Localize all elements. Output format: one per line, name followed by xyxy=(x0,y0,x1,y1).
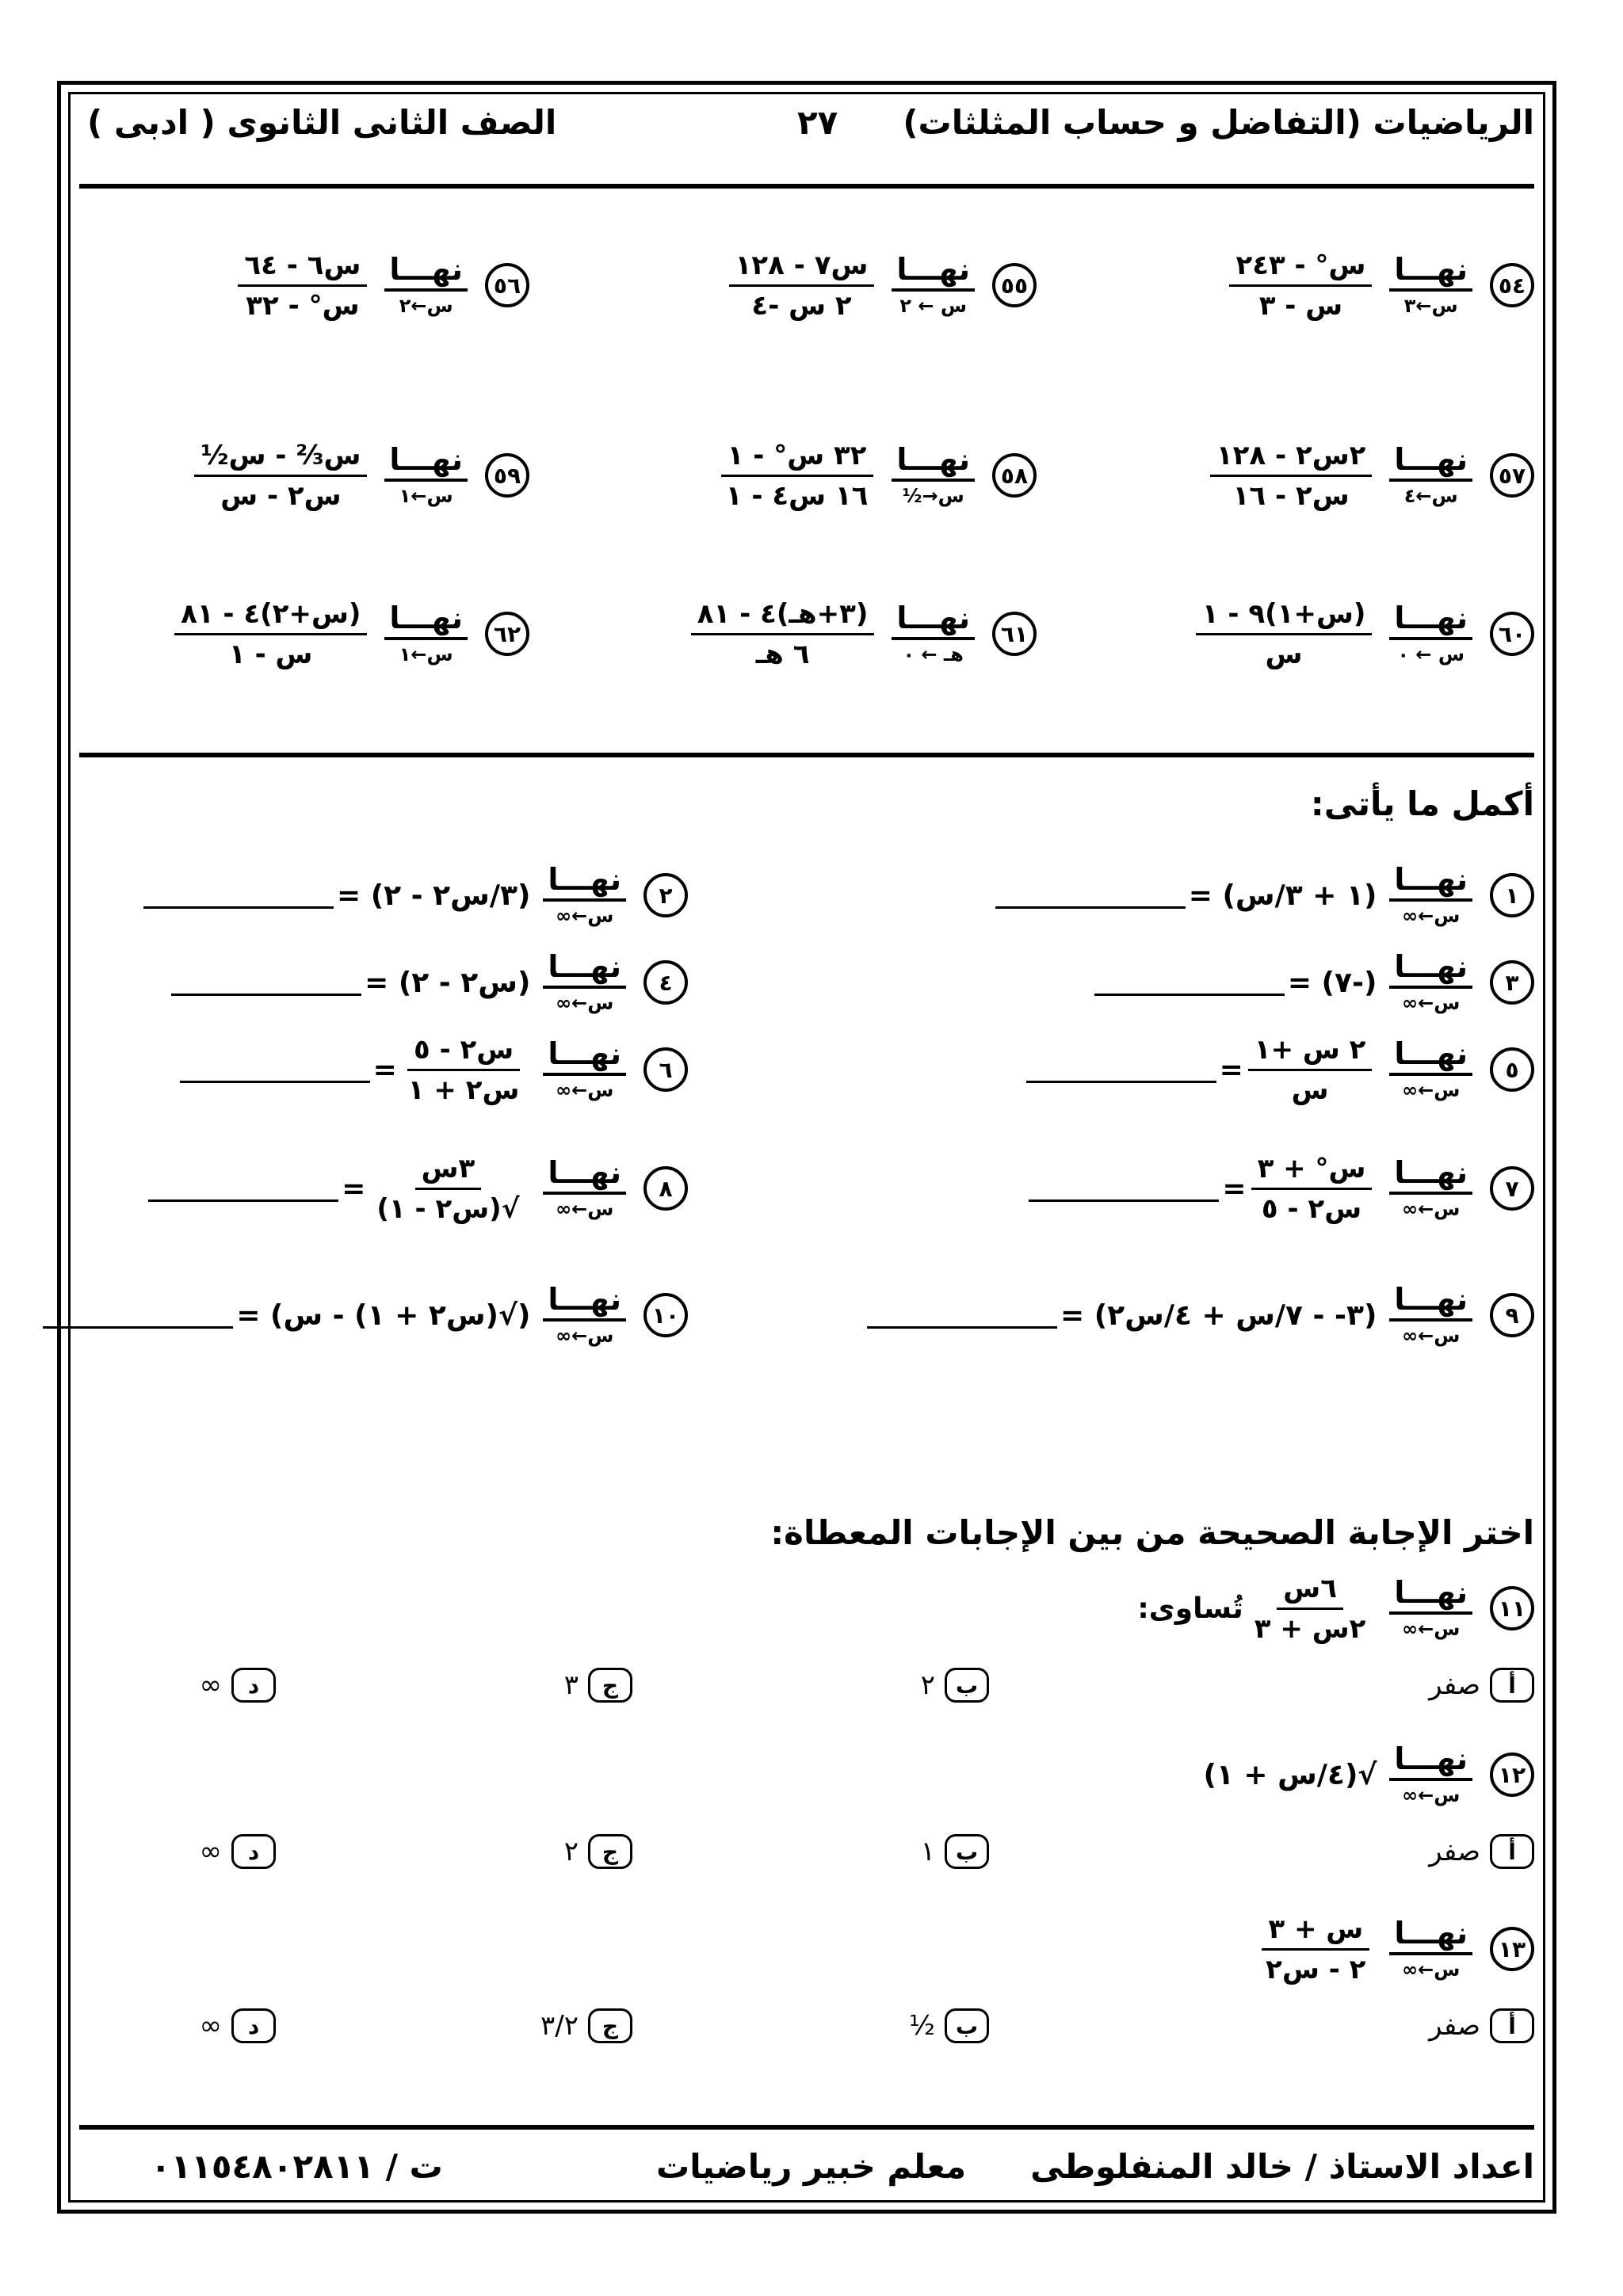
limit-expression: (-٧) = xyxy=(1287,966,1377,999)
answer-blank[interactable] xyxy=(43,1302,233,1329)
problem-number-badge: ٥٦ xyxy=(485,263,529,307)
limit-subscript: س←∞ xyxy=(556,991,614,1014)
answer-blank[interactable] xyxy=(1094,970,1285,996)
limit-word: نهـــا xyxy=(1389,1038,1472,1076)
problem-number-badge: ٥٤ xyxy=(1490,263,1534,307)
option-value: ∞ xyxy=(199,1836,222,1867)
limit-subscript: س←∞ xyxy=(556,1078,614,1101)
limit-expression: (√(س٢ + ١) - س) = xyxy=(236,1299,531,1332)
fraction-denominator: س xyxy=(1265,638,1303,670)
equals-sign: = xyxy=(1219,1053,1243,1086)
fraction xyxy=(1229,250,1372,322)
limit-problem xyxy=(1224,222,1534,349)
limit-expression: (٣/س٢ - ٢) = xyxy=(337,879,531,912)
limit-operator xyxy=(543,951,626,1014)
option-letter-badge: ب xyxy=(945,2008,989,2043)
fraction-numerator: ٣س xyxy=(415,1153,482,1190)
limit-word: نهـــا xyxy=(543,1038,626,1076)
header-subject: الرياضيات (التفاضل و حساب المثلثات) xyxy=(903,103,1534,142)
limit-operator xyxy=(1389,254,1472,317)
fraction-numerator: (٣+هـ)٤ - ٨١ xyxy=(691,598,875,635)
answer-blank[interactable] xyxy=(867,1302,1057,1329)
item-number-badge: ٨ xyxy=(643,1166,688,1211)
limit-operator xyxy=(384,444,468,507)
limit-word: نهـــا xyxy=(1389,951,1472,989)
limit-problem xyxy=(189,412,529,539)
limit-subscript: س←١ xyxy=(399,643,453,666)
mcq-question xyxy=(1254,1886,1534,2012)
limit-subscript: س→½ xyxy=(902,484,964,507)
option-letter-badge: ج xyxy=(588,1668,632,1703)
option-value: ∞ xyxy=(199,1669,222,1701)
limit-word: نهـــا xyxy=(1389,1743,1472,1781)
limit-problem xyxy=(715,412,1037,539)
equals-sign: = xyxy=(1222,1172,1247,1205)
section-divider xyxy=(79,753,1534,757)
complete-item xyxy=(177,1006,688,1133)
fraction xyxy=(194,440,367,512)
limit-subscript: س←٢ xyxy=(399,294,453,317)
mcq-question xyxy=(1203,1711,1534,1838)
limit-subscript: س←٣ xyxy=(1403,294,1458,317)
limit-problem xyxy=(1205,412,1534,539)
answer-blank[interactable] xyxy=(171,970,361,996)
item-number-badge: ١٠ xyxy=(643,1293,688,1337)
option-letter-badge: د xyxy=(231,1834,276,1869)
option-letter-badge: ج xyxy=(588,1834,632,1869)
limit-operator xyxy=(1389,864,1472,927)
limit-word: نهـــا xyxy=(1389,1917,1472,1955)
fraction-numerator: ٦س xyxy=(1277,1573,1343,1610)
fraction-denominator: س - ١ xyxy=(229,638,313,670)
mcq-option[interactable] xyxy=(1429,1834,1534,1869)
mcq-option[interactable] xyxy=(909,2008,989,2043)
answer-blank[interactable] xyxy=(995,883,1186,909)
option-value: ٣/٢ xyxy=(540,2010,579,2042)
limit-operator xyxy=(543,864,626,927)
answer-blank[interactable] xyxy=(148,1176,338,1202)
option-value: صفر xyxy=(1429,2010,1480,2042)
fraction-numerator: س٦ - ٦٤ xyxy=(238,250,367,287)
option-value: ½ xyxy=(909,2010,935,2042)
question-number-badge: ١١ xyxy=(1490,1586,1534,1630)
fraction-denominator: ٦ هـ xyxy=(755,638,810,670)
option-value: ٢ xyxy=(563,1836,579,1867)
mcq-option[interactable] xyxy=(1429,2008,1534,2043)
limit-word: نهـــا xyxy=(384,602,468,640)
footer-phone: ت / ٠١١٥٤٨٠٢٨١١ xyxy=(151,2147,443,2186)
complete-heading: أكمل ما يأتى: xyxy=(1310,784,1534,823)
option-letter-badge: ب xyxy=(945,1668,989,1703)
complete-item xyxy=(1025,1125,1534,1252)
fraction xyxy=(238,250,367,322)
question-suffix: تُساوى: xyxy=(1137,1592,1243,1625)
problem-number-badge: ٥٧ xyxy=(1490,453,1534,498)
option-letter-badge: ج xyxy=(588,2008,632,2043)
limit-operator xyxy=(1389,1577,1472,1640)
option-letter-badge: أ xyxy=(1490,1834,1534,1869)
question-number-badge: ١٢ xyxy=(1490,1753,1534,1797)
problem-number-badge: ٥٩ xyxy=(485,453,529,498)
problem-number-badge: ٦١ xyxy=(992,612,1037,656)
fraction-numerator: س٢ - ٥ xyxy=(407,1034,520,1071)
fraction-denominator: س xyxy=(1291,1074,1329,1106)
fraction xyxy=(1259,1913,1372,1985)
fraction xyxy=(691,598,875,670)
fraction xyxy=(1210,440,1373,512)
fraction-denominator: ١٦ س٤ - ١ xyxy=(725,479,869,512)
limit-operator xyxy=(892,602,975,666)
mcq-option[interactable] xyxy=(540,2008,632,2043)
limit-expression: (٣- - ٧/س + ٤/س٢) = xyxy=(1060,1299,1377,1332)
limit-subscript: س←∞ xyxy=(1402,1078,1461,1101)
item-number-badge: ١ xyxy=(1490,873,1534,917)
limit-subscript: س ← ٠ xyxy=(1397,643,1465,666)
item-number-badge: ٥ xyxy=(1490,1047,1534,1092)
limit-word: نهـــا xyxy=(543,1283,626,1322)
limit-operator xyxy=(543,1283,626,1347)
mcq-option[interactable] xyxy=(564,1834,632,1869)
limit-subscript: س←∞ xyxy=(1402,1783,1461,1806)
fraction-denominator: ٢ - س٢ xyxy=(1266,1953,1366,1985)
option-value: صفر xyxy=(1429,1836,1480,1867)
header-page-number: ٢٧ xyxy=(797,103,838,142)
fraction-numerator: س + ٣ xyxy=(1262,1913,1369,1951)
fraction-numerator: (س+١)٩ - ١ xyxy=(1196,598,1373,635)
limit-expression: √(٤/س + ١) xyxy=(1203,1758,1377,1791)
mcq-option[interactable] xyxy=(921,1834,989,1869)
mcq-option[interactable] xyxy=(200,2008,276,2043)
limit-operator xyxy=(1389,1157,1472,1220)
limit-subscript: س←∞ xyxy=(1402,1324,1461,1347)
limit-operator xyxy=(1389,1743,1472,1806)
problem-number-badge: ٥٨ xyxy=(992,453,1037,498)
fraction xyxy=(1196,598,1373,670)
fraction xyxy=(1251,1153,1373,1225)
fraction-numerator: س⅔ - س½ xyxy=(194,440,367,477)
limit-subscript: س←∞ xyxy=(556,1324,614,1347)
fraction-denominator: ٢ س -٤ xyxy=(751,289,852,322)
fraction-numerator: ٣٢ س° - ١ xyxy=(721,440,873,477)
limit-word: نهـــا xyxy=(384,444,468,482)
limit-operator xyxy=(384,602,468,666)
option-value: صفر xyxy=(1429,1669,1480,1701)
limit-operator xyxy=(543,1038,626,1101)
limit-subscript: س←∞ xyxy=(556,904,614,927)
limit-word: نهـــا xyxy=(892,254,975,292)
fraction-denominator: س٢ - ١٦ xyxy=(1232,479,1350,512)
item-number-badge: ٩ xyxy=(1490,1293,1534,1337)
item-number-badge: ٢ xyxy=(643,873,688,917)
limit-subscript: س ← ٢ xyxy=(899,294,967,317)
limit-word: نهـــا xyxy=(892,444,975,482)
limit-problem xyxy=(170,570,529,697)
problem-number-badge: ٥٥ xyxy=(992,263,1037,307)
option-letter-badge: د xyxy=(231,1668,276,1703)
limit-problem xyxy=(686,570,1037,697)
limit-operator xyxy=(1389,1038,1472,1101)
complete-item xyxy=(145,1125,688,1252)
fraction xyxy=(1248,1034,1373,1106)
limit-word: نهـــا xyxy=(1389,864,1472,902)
option-value: ∞ xyxy=(199,2010,222,2042)
item-number-badge: ٤ xyxy=(643,960,688,1005)
fraction xyxy=(729,250,875,322)
limit-expression: (س٢ - ٢) = xyxy=(365,966,531,999)
limit-word: نهـــا xyxy=(543,1157,626,1195)
limit-problem xyxy=(233,222,529,349)
limit-operator xyxy=(1389,602,1472,666)
question-number-badge: ١٣ xyxy=(1490,1927,1534,1971)
limit-word: نهـــا xyxy=(1389,602,1472,640)
answer-blank[interactable] xyxy=(143,883,334,909)
problem-number-badge: ٦٠ xyxy=(1490,612,1534,656)
fraction xyxy=(720,440,875,512)
fraction-denominator: س٢ + ١ xyxy=(407,1074,520,1106)
fraction xyxy=(1248,1573,1373,1645)
option-value: ٣ xyxy=(563,1669,579,1701)
limit-operator xyxy=(1389,1917,1472,1981)
complete-item xyxy=(40,1252,688,1379)
option-letter-badge: أ xyxy=(1490,1668,1534,1703)
mcq-option[interactable] xyxy=(200,1668,276,1703)
limit-problem xyxy=(724,222,1037,349)
limit-subscript: هـ ← ٠ xyxy=(903,643,964,666)
option-letter-badge: أ xyxy=(1490,2008,1534,2043)
answer-blank[interactable] xyxy=(1026,1057,1216,1083)
mcq-option[interactable] xyxy=(200,1834,276,1869)
answer-blank[interactable] xyxy=(1029,1176,1219,1202)
item-number-badge: ٣ xyxy=(1490,960,1534,1005)
limit-operator xyxy=(892,254,975,317)
problem-number-badge: ٦٢ xyxy=(485,612,529,656)
mcq-option[interactable] xyxy=(921,1668,989,1703)
limit-operator xyxy=(1389,444,1472,507)
mcq-option[interactable] xyxy=(564,1668,632,1703)
limit-subscript: س←∞ xyxy=(1402,904,1461,927)
complete-item xyxy=(864,1252,1534,1379)
limit-word: نهـــا xyxy=(1389,254,1472,292)
option-value: ٢ xyxy=(920,1669,935,1701)
footer-role: معلم خبير رياضيات xyxy=(656,2147,967,2186)
equals-sign: = xyxy=(372,1053,397,1086)
limit-expression: (١ + ٣/س) = xyxy=(1188,879,1377,912)
limit-subscript: س←∞ xyxy=(1402,1617,1461,1640)
fraction-denominator: √(س٢ - ١) xyxy=(376,1192,520,1225)
fraction-denominator: س° - ٣٢ xyxy=(246,289,360,322)
mcq-question xyxy=(1137,1545,1534,1672)
fraction-denominator: س٢ - ٥ xyxy=(1261,1192,1362,1225)
limit-problem xyxy=(1191,570,1534,697)
header-grade: الصف الثانى الثانوى ( ادبى ) xyxy=(87,103,557,142)
limit-subscript: س←٤ xyxy=(1403,484,1458,507)
footer-divider xyxy=(79,2125,1534,2130)
fraction xyxy=(370,1153,525,1225)
answer-blank[interactable] xyxy=(180,1057,370,1083)
mcq-option[interactable] xyxy=(1429,1668,1534,1703)
mcq-heading: اختر الإجابة الصحيحة من بين الإجابات المعطاة: xyxy=(770,1513,1534,1552)
item-number-badge: ٧ xyxy=(1490,1166,1534,1211)
limit-subscript: س←∞ xyxy=(1402,991,1461,1014)
complete-item xyxy=(1023,1006,1534,1133)
limit-operator xyxy=(1389,1283,1472,1347)
limit-word: نهـــا xyxy=(1389,1577,1472,1615)
fraction-denominator: س - ٣ xyxy=(1258,289,1343,322)
fraction-numerator: (س+٢)٤ - ٨١ xyxy=(174,598,367,635)
item-number-badge: ٦ xyxy=(643,1047,688,1092)
limit-operator xyxy=(892,444,975,507)
fraction xyxy=(174,598,367,670)
fraction-denominator: س٢ - س xyxy=(220,479,342,512)
fraction-numerator: س° + ٣ xyxy=(1251,1153,1373,1190)
limit-word: نهـــا xyxy=(892,602,975,640)
header-divider xyxy=(79,184,1534,189)
fraction-numerator: ٢س٢ - ١٢٨ xyxy=(1210,440,1373,477)
limit-word: نهـــا xyxy=(1389,444,1472,482)
equals-sign: = xyxy=(342,1172,366,1205)
limit-word: نهـــا xyxy=(384,254,468,292)
option-letter-badge: ب xyxy=(945,1834,989,1869)
fraction-numerator: س° - ٢٤٣ xyxy=(1229,250,1372,287)
limit-word: نهـــا xyxy=(1389,1283,1472,1322)
limit-subscript: س←١ xyxy=(399,484,453,507)
option-value: ١ xyxy=(920,1836,935,1867)
limit-operator xyxy=(1389,951,1472,1014)
limit-word: نهـــا xyxy=(1389,1157,1472,1195)
limit-subscript: س←∞ xyxy=(1402,1197,1461,1220)
limit-word: نهـــا xyxy=(543,864,626,902)
limit-word: نهـــا xyxy=(543,951,626,989)
limit-operator xyxy=(543,1157,626,1220)
limit-subscript: س←∞ xyxy=(1402,1958,1461,1981)
fraction-numerator: س٧ - ١٢٨ xyxy=(729,250,875,287)
footer-author: اعداد الاستاذ / خالد المنفلوطى xyxy=(1030,2147,1534,2186)
limit-subscript: س←∞ xyxy=(556,1197,614,1220)
fraction-numerator: ٢ س +١ xyxy=(1248,1034,1373,1071)
fraction-denominator: ٢س + ٣ xyxy=(1254,1612,1366,1645)
limit-operator xyxy=(384,254,468,317)
fraction xyxy=(402,1034,526,1106)
option-letter-badge: د xyxy=(231,2008,276,2043)
